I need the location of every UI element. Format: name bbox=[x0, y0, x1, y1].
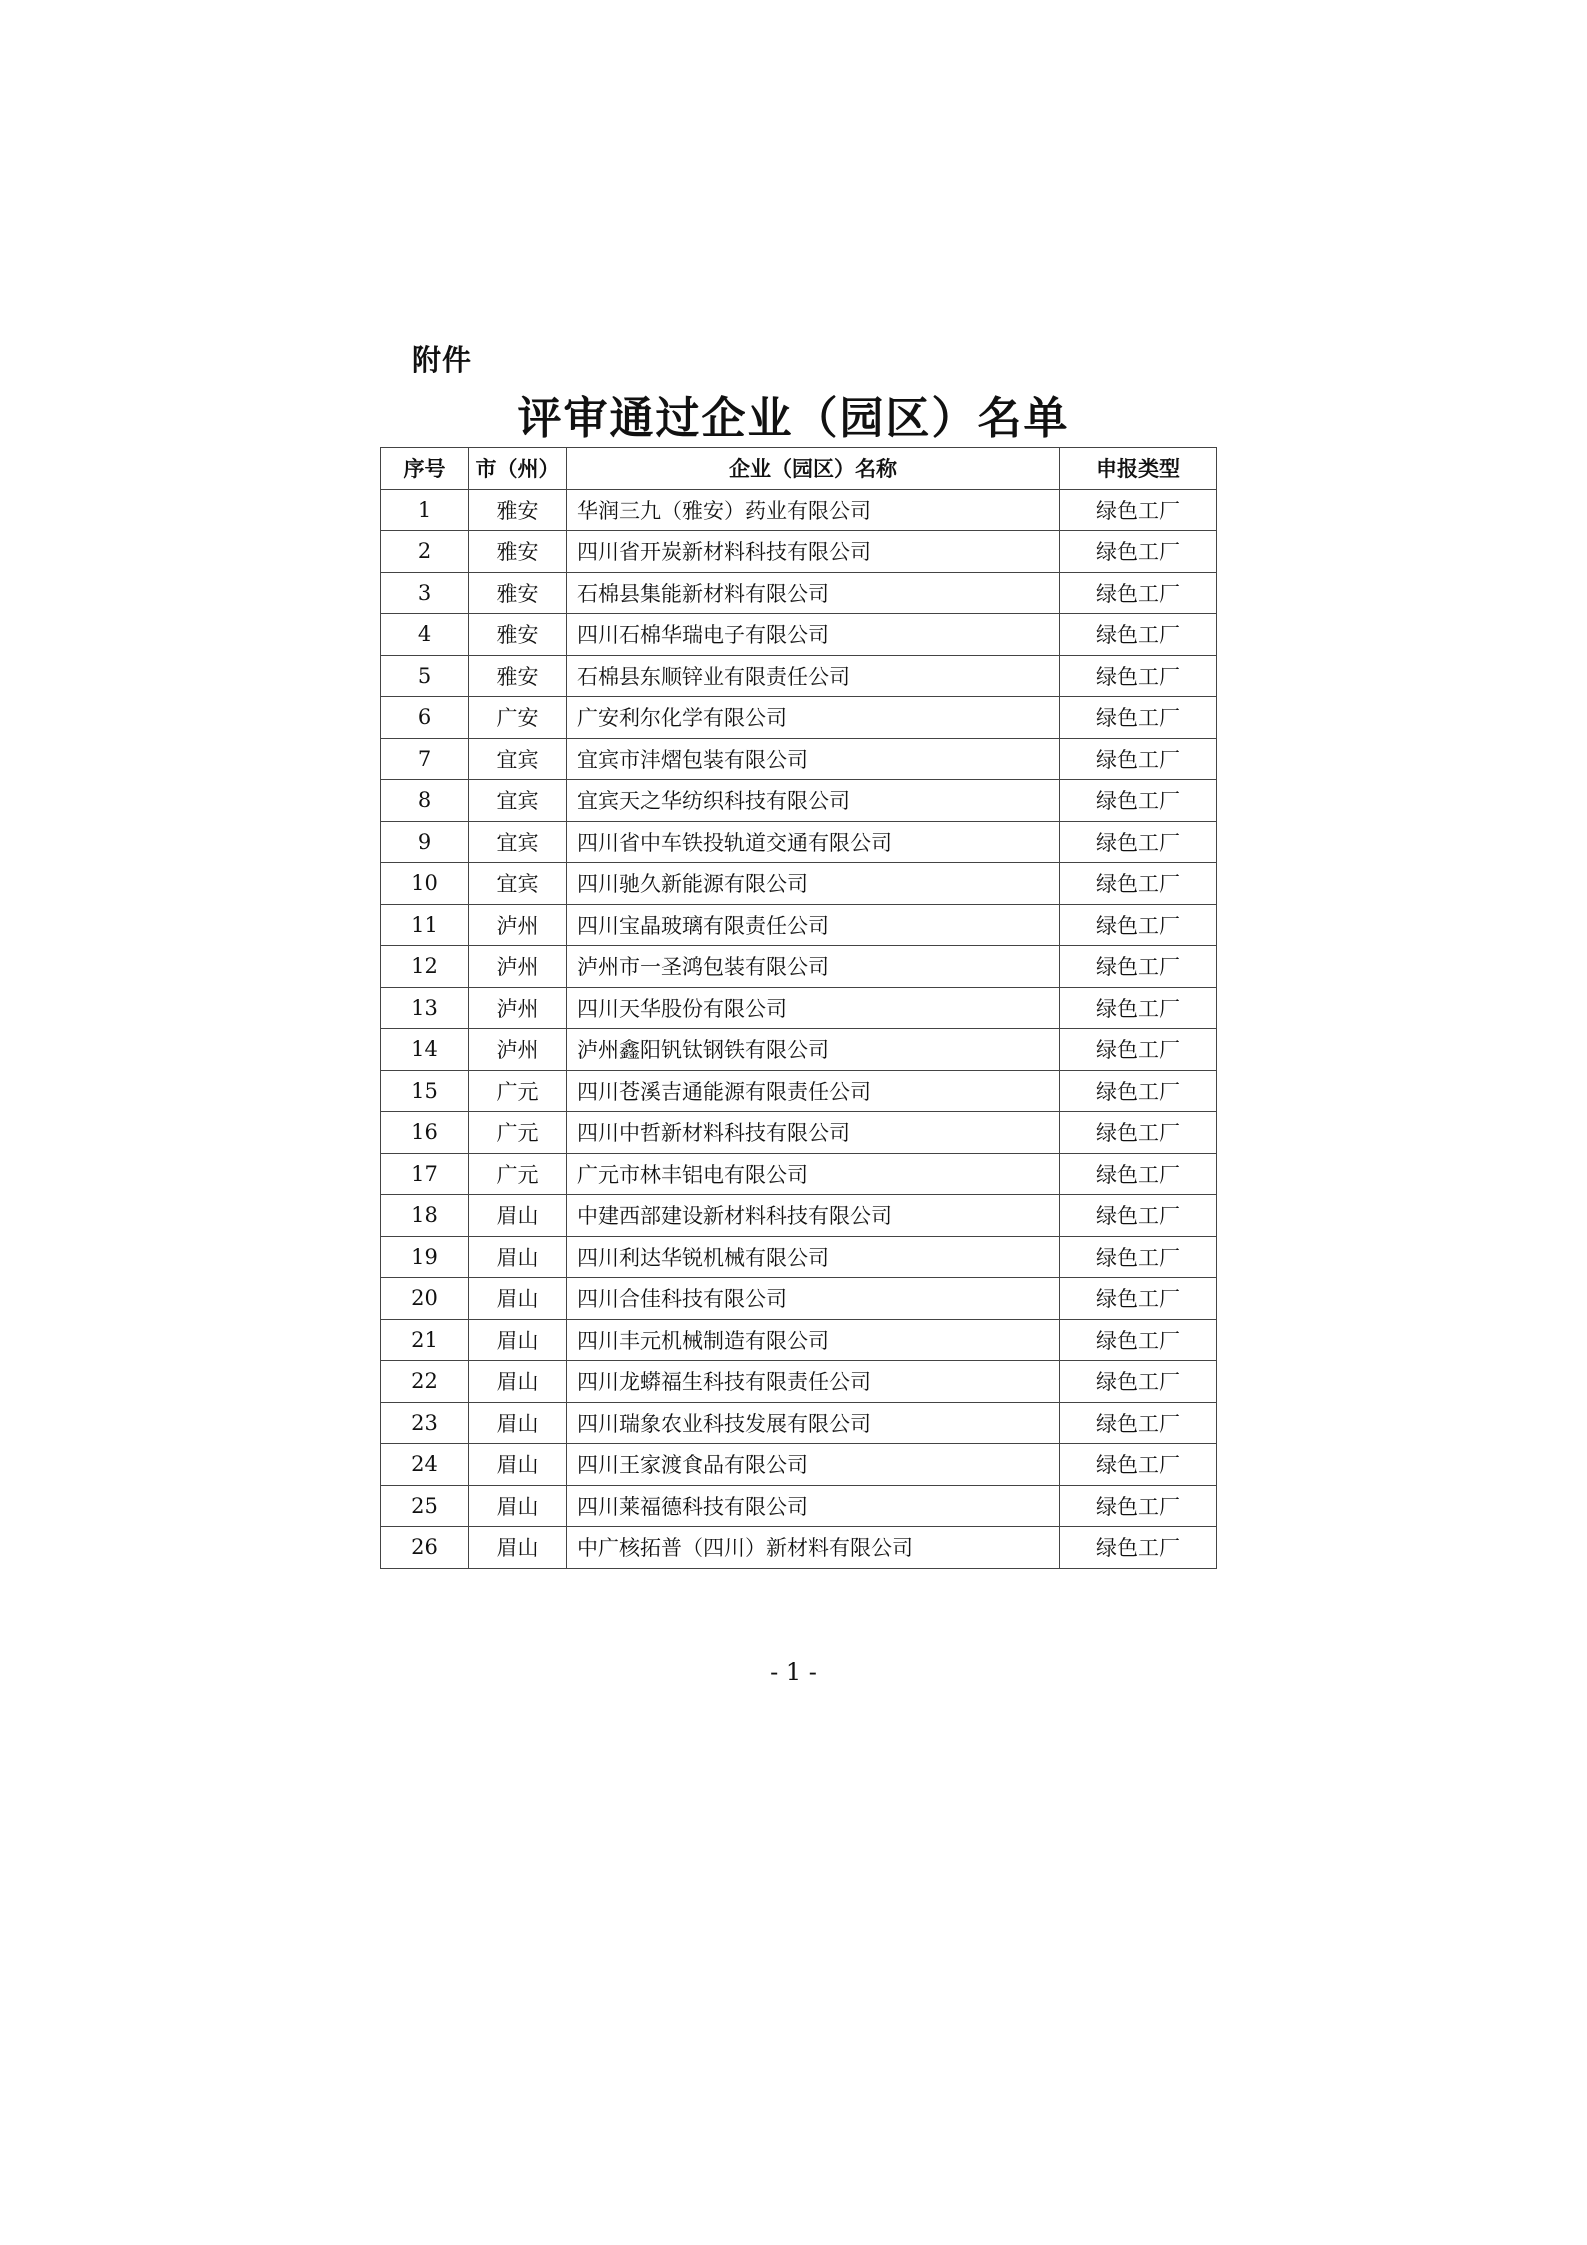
row-application-type: 绿色工厂 bbox=[1060, 1402, 1217, 1444]
row-number: 6 bbox=[381, 697, 469, 739]
table-row bbox=[381, 1236, 1217, 1278]
table-row bbox=[381, 489, 1217, 531]
row-company-name: 四川石棉华瑞电子有限公司 bbox=[567, 614, 1060, 656]
enterprise-list-table bbox=[380, 447, 1217, 1569]
row-number: 12 bbox=[381, 946, 469, 988]
row-application-type: 绿色工厂 bbox=[1060, 697, 1217, 739]
row-company-name: 四川宝晶玻璃有限责任公司 bbox=[567, 904, 1060, 946]
row-company-name: 泸州市一圣鸿包装有限公司 bbox=[567, 946, 1060, 988]
row-number: 23 bbox=[381, 1402, 469, 1444]
table-row bbox=[381, 1153, 1217, 1195]
row-company-name: 四川莱福德科技有限公司 bbox=[567, 1485, 1060, 1527]
row-city: 眉山 bbox=[469, 1278, 567, 1320]
row-application-type: 绿色工厂 bbox=[1060, 946, 1217, 988]
row-city: 雅安 bbox=[469, 489, 567, 531]
row-application-type: 绿色工厂 bbox=[1060, 1319, 1217, 1361]
row-city: 泸州 bbox=[469, 904, 567, 946]
row-application-type: 绿色工厂 bbox=[1060, 904, 1217, 946]
row-city: 宜宾 bbox=[469, 780, 567, 822]
row-number: 14 bbox=[381, 1029, 469, 1071]
row-application-type: 绿色工厂 bbox=[1060, 1278, 1217, 1320]
row-number: 19 bbox=[381, 1236, 469, 1278]
row-company-name: 四川省开炭新材料科技有限公司 bbox=[567, 531, 1060, 573]
table-row bbox=[381, 572, 1217, 614]
table-row bbox=[381, 821, 1217, 863]
row-city: 眉山 bbox=[469, 1485, 567, 1527]
table-row bbox=[381, 1195, 1217, 1237]
row-city: 眉山 bbox=[469, 1361, 567, 1403]
row-company-name: 广安利尔化学有限公司 bbox=[567, 697, 1060, 739]
row-number: 10 bbox=[381, 863, 469, 905]
row-city: 泸州 bbox=[469, 1029, 567, 1071]
row-application-type: 绿色工厂 bbox=[1060, 572, 1217, 614]
row-city: 眉山 bbox=[469, 1319, 567, 1361]
row-city: 雅安 bbox=[469, 655, 567, 697]
row-number: 8 bbox=[381, 780, 469, 822]
row-application-type: 绿色工厂 bbox=[1060, 1153, 1217, 1195]
row-city: 眉山 bbox=[469, 1236, 567, 1278]
row-city: 眉山 bbox=[469, 1402, 567, 1444]
table-row bbox=[381, 904, 1217, 946]
table-row bbox=[381, 1112, 1217, 1154]
row-application-type: 绿色工厂 bbox=[1060, 1485, 1217, 1527]
table-row bbox=[381, 780, 1217, 822]
row-number: 15 bbox=[381, 1070, 469, 1112]
table-row bbox=[381, 1029, 1217, 1071]
row-city: 泸州 bbox=[469, 987, 567, 1029]
row-number: 7 bbox=[381, 738, 469, 780]
document-title: 评审通过企业（园区）名单 bbox=[517, 393, 1070, 444]
row-application-type: 绿色工厂 bbox=[1060, 1444, 1217, 1486]
row-company-name: 四川龙蟒福生科技有限责任公司 bbox=[567, 1361, 1060, 1403]
table-row bbox=[381, 697, 1217, 739]
table-row bbox=[381, 1070, 1217, 1112]
table-row bbox=[381, 1319, 1217, 1361]
page-number: - 1 - bbox=[770, 1658, 817, 1686]
row-number: 11 bbox=[381, 904, 469, 946]
column-header-city: 市（州） bbox=[469, 448, 567, 490]
row-application-type: 绿色工厂 bbox=[1060, 821, 1217, 863]
row-city: 雅安 bbox=[469, 614, 567, 656]
row-company-name: 泸州鑫阳钒钛钢铁有限公司 bbox=[567, 1029, 1060, 1071]
row-application-type: 绿色工厂 bbox=[1060, 1361, 1217, 1403]
row-application-type: 绿色工厂 bbox=[1060, 1236, 1217, 1278]
row-city: 广元 bbox=[469, 1070, 567, 1112]
table-body bbox=[381, 489, 1217, 1568]
row-number: 18 bbox=[381, 1195, 469, 1237]
row-number: 4 bbox=[381, 614, 469, 656]
row-city: 眉山 bbox=[469, 1444, 567, 1486]
row-city: 宜宾 bbox=[469, 821, 567, 863]
table-row bbox=[381, 738, 1217, 780]
row-number: 1 bbox=[381, 489, 469, 531]
row-number: 17 bbox=[381, 1153, 469, 1195]
row-application-type: 绿色工厂 bbox=[1060, 531, 1217, 573]
column-header-no: 序号 bbox=[381, 448, 469, 490]
row-application-type: 绿色工厂 bbox=[1060, 489, 1217, 531]
row-number: 21 bbox=[381, 1319, 469, 1361]
row-number: 22 bbox=[381, 1361, 469, 1403]
row-application-type: 绿色工厂 bbox=[1060, 614, 1217, 656]
row-city: 宜宾 bbox=[469, 863, 567, 905]
table-row bbox=[381, 614, 1217, 656]
row-application-type: 绿色工厂 bbox=[1060, 1070, 1217, 1112]
row-application-type: 绿色工厂 bbox=[1060, 863, 1217, 905]
row-company-name: 中建西部建设新材料科技有限公司 bbox=[567, 1195, 1060, 1237]
row-company-name: 四川合佳科技有限公司 bbox=[567, 1278, 1060, 1320]
row-number: 25 bbox=[381, 1485, 469, 1527]
row-city: 雅安 bbox=[469, 531, 567, 573]
row-city: 广元 bbox=[469, 1153, 567, 1195]
row-company-name: 华润三九（雅安）药业有限公司 bbox=[567, 489, 1060, 531]
row-company-name: 四川丰元机械制造有限公司 bbox=[567, 1319, 1060, 1361]
table-row bbox=[381, 1485, 1217, 1527]
row-company-name: 四川苍溪吉通能源有限责任公司 bbox=[567, 1070, 1060, 1112]
row-number: 20 bbox=[381, 1278, 469, 1320]
row-number: 24 bbox=[381, 1444, 469, 1486]
row-city: 雅安 bbox=[469, 572, 567, 614]
table-row bbox=[381, 1527, 1217, 1569]
table-row bbox=[381, 946, 1217, 988]
row-application-type: 绿色工厂 bbox=[1060, 780, 1217, 822]
table-row bbox=[381, 1402, 1217, 1444]
table-row bbox=[381, 1278, 1217, 1320]
row-number: 13 bbox=[381, 987, 469, 1029]
attachment-label: 附件 bbox=[412, 343, 473, 377]
row-application-type: 绿色工厂 bbox=[1060, 1195, 1217, 1237]
row-city: 宜宾 bbox=[469, 738, 567, 780]
row-city: 眉山 bbox=[469, 1527, 567, 1569]
table-header bbox=[381, 448, 1217, 490]
row-application-type: 绿色工厂 bbox=[1060, 1112, 1217, 1154]
table-row bbox=[381, 1444, 1217, 1486]
row-application-type: 绿色工厂 bbox=[1060, 655, 1217, 697]
row-city: 广安 bbox=[469, 697, 567, 739]
row-number: 9 bbox=[381, 821, 469, 863]
table-row bbox=[381, 987, 1217, 1029]
row-company-name: 四川利达华锐机械有限公司 bbox=[567, 1236, 1060, 1278]
row-company-name: 石棉县东顺锌业有限责任公司 bbox=[567, 655, 1060, 697]
column-header-name: 企业（园区）名称 bbox=[567, 448, 1060, 490]
row-company-name: 四川天华股份有限公司 bbox=[567, 987, 1060, 1029]
row-company-name: 广元市林丰铝电有限公司 bbox=[567, 1153, 1060, 1195]
row-number: 5 bbox=[381, 655, 469, 697]
row-company-name: 石棉县集能新材料有限公司 bbox=[567, 572, 1060, 614]
row-application-type: 绿色工厂 bbox=[1060, 1029, 1217, 1071]
row-number: 26 bbox=[381, 1527, 469, 1569]
row-company-name: 四川王家渡食品有限公司 bbox=[567, 1444, 1060, 1486]
row-application-type: 绿色工厂 bbox=[1060, 738, 1217, 780]
row-company-name: 四川瑞象农业科技发展有限公司 bbox=[567, 1402, 1060, 1444]
row-city: 广元 bbox=[469, 1112, 567, 1154]
header-row bbox=[381, 448, 1217, 490]
table-row bbox=[381, 531, 1217, 573]
row-number: 16 bbox=[381, 1112, 469, 1154]
column-header-type: 申报类型 bbox=[1060, 448, 1217, 490]
row-company-name: 宜宾天之华纺织科技有限公司 bbox=[567, 780, 1060, 822]
table-row bbox=[381, 863, 1217, 905]
row-company-name: 宜宾市沣熠包装有限公司 bbox=[567, 738, 1060, 780]
row-application-type: 绿色工厂 bbox=[1060, 987, 1217, 1029]
table-row bbox=[381, 1361, 1217, 1403]
row-company-name: 四川驰久新能源有限公司 bbox=[567, 863, 1060, 905]
row-application-type: 绿色工厂 bbox=[1060, 1527, 1217, 1569]
row-city: 眉山 bbox=[469, 1195, 567, 1237]
table-row bbox=[381, 655, 1217, 697]
row-company-name: 四川省中车铁投轨道交通有限公司 bbox=[567, 821, 1060, 863]
row-city: 泸州 bbox=[469, 946, 567, 988]
row-number: 3 bbox=[381, 572, 469, 614]
row-number: 2 bbox=[381, 531, 469, 573]
row-company-name: 中广核拓普（四川）新材料有限公司 bbox=[567, 1527, 1060, 1569]
row-company-name: 四川中哲新材料科技有限公司 bbox=[567, 1112, 1060, 1154]
